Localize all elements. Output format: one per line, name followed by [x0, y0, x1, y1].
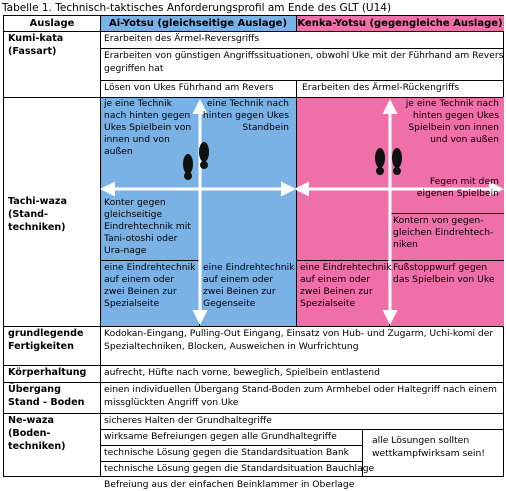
kumikata-row2-line2: gegriffen hat [104, 63, 164, 74]
kenka-mr2-3: niken [393, 239, 418, 250]
ai-tl-3: Ukes Spielbein von [104, 122, 192, 133]
newaza-label-3: techniken) [8, 441, 66, 452]
grundlegende-text-2: Spezialtechniken, Blocken, Ausweichen in Wurfrichtung [104, 341, 359, 352]
kenka-tr-2: hinten gegen Ukes [412, 110, 499, 121]
ai-ml-4: Tani-otoshi oder [104, 233, 178, 244]
kumikata-row2-line1: Erarbeiten von günstigen Angriffssituationen, obwohl Uke mit der Führhand am Revers [104, 50, 504, 61]
kumikata-label-1: Kumi-kata [8, 33, 64, 44]
header-ai-yotsu: Ai-Yotsu (gleichseitige Auslage) [108, 18, 288, 29]
newaza-row-3: technische Lösung gegen die Standardsituation Bank [104, 447, 349, 458]
ai-tr-1: eine Technik nach [206, 98, 289, 109]
kenka-tr-3: Spielbein von innen [408, 122, 499, 133]
header-auslage: Auslage [29, 18, 75, 29]
uebergang-text-1: einen individuellen Übergang Stand-Boden zum Armhebel oder Haltegriff nach einem [104, 384, 497, 395]
kumikata-row3-right: Erarbeiten des Ärmel-Rückengriffs [302, 82, 460, 93]
uebergang-label-1: Übergang [8, 384, 61, 395]
ai-tl-2: nach hinten gegen [104, 110, 191, 121]
ai-tr-3: Standbein [242, 122, 289, 133]
grundlegende-text-1: Kodokan-Eingang, Pulling-Out Eingang, Einsatz von Hub- und Zugarm, Uchi-komi der [104, 328, 494, 339]
kenka-br-1: Fußstoppwurf gegen [393, 262, 488, 273]
kenka-bl-3: zwei Beinen zur [300, 286, 373, 297]
kenka-bl-4: Spezialseite [300, 298, 356, 309]
newaza-row-5: Befreiung aus der einfachen Beinklammer in Oberlage [104, 479, 355, 490]
kenka-br-2: das Spielbein von Uke [393, 274, 495, 285]
ai-br-3: zwei Beinen zur [203, 286, 276, 297]
newaza-row-4: technische Lösung gegen die Standardsituation Bauchlage [104, 463, 375, 474]
newaza-row-1: sicheres Halten der Grundhaltegriffe [104, 415, 272, 426]
uebergang-label-2: Stand - Boden [8, 397, 85, 408]
ai-ml-5: Ura-nage [104, 245, 147, 256]
ai-tl-5: außen [104, 146, 133, 157]
ai-br-4: Gegenseite [203, 298, 256, 309]
footprints-icon-kenka-yotsu [370, 138, 410, 182]
ai-br-2: auf einem oder [203, 274, 274, 285]
ai-tl-4: innen und von [104, 134, 170, 145]
requirements-table [3, 15, 504, 490]
footprints-icon-ai-yotsu [180, 138, 220, 182]
koerper-label: Körperhaltung [8, 367, 87, 378]
ai-ml-2: gleichseitige [104, 209, 163, 220]
kenka-mr1-2: eigenen Spielbein [416, 188, 499, 199]
newaza-label-2: (Boden- [8, 428, 51, 439]
grundlegende-label-1: grundlegende [8, 328, 84, 339]
newaza-row-2: wirksame Befreiungen gegen alle Grundhaltegriffe [104, 431, 337, 442]
kenka-tr-1: je eine Technik nach [405, 98, 499, 109]
header-kenka-yotsu: Kenka-Yotsu (gegengleiche Auslage) [297, 18, 503, 29]
newaza-label-1: Ne-waza [8, 415, 54, 426]
kenka-tr-4: und von außen [430, 134, 499, 145]
ai-ml-3: Eindrehtechnik mit [104, 221, 191, 232]
kenka-mr2-2: gleichen Eindrehtech- [393, 227, 494, 238]
tachiwaza-label-2: (Stand- [8, 209, 49, 220]
newaza-side-1: alle Lösungen sollten [372, 435, 470, 446]
ai-ml-1: Konter gegen [104, 197, 166, 208]
ai-bl-2: auf einem oder [104, 274, 175, 285]
uebergang-text-2: missglückten Angriff von Uke [104, 397, 239, 408]
tachiwaza-label-3: techniken) [8, 222, 66, 233]
kenka-mr1-1: Fegen mit dem [429, 176, 499, 187]
table-caption: Tabelle 1. Technisch-taktisches Anforderungsprofil am Ende des GLT (U14) [2, 2, 392, 14]
kenka-bl-1: eine Eindrehtechnik [300, 262, 392, 273]
kenka-bl-2: auf einem oder [300, 274, 371, 285]
ai-br-1: eine Eindrehtechnik [203, 262, 295, 273]
kumikata-row3-left: Lösen von Ukes Führhand am Revers [104, 82, 274, 93]
ai-tr-2: hinten gegen Ukes [202, 110, 289, 121]
ai-bl-3: zwei Beinen zur [104, 286, 177, 297]
ai-tl-1: je eine Technik [104, 98, 172, 109]
newaza-side-2: wettkampfwirksam sein! [372, 448, 485, 459]
tachiwaza-label-1: Tachi-waza [8, 196, 67, 207]
kenka-mr2-1: Kontern von gegen- [393, 215, 484, 226]
kumikata-label-2: (Fassart) [8, 46, 57, 57]
koerper-text: aufrecht, Hüfte nach vorne, beweglich, Spielbein entlastend [104, 367, 380, 378]
ai-bl-4: Spezialseite [104, 298, 160, 309]
grundlegende-label-2: Fertigkeiten [8, 341, 74, 352]
ai-bl-1: eine Eindrehtechnik [104, 262, 196, 273]
kumikata-row1: Erarbeiten des Ärmel-Reversgriffs [104, 33, 260, 44]
